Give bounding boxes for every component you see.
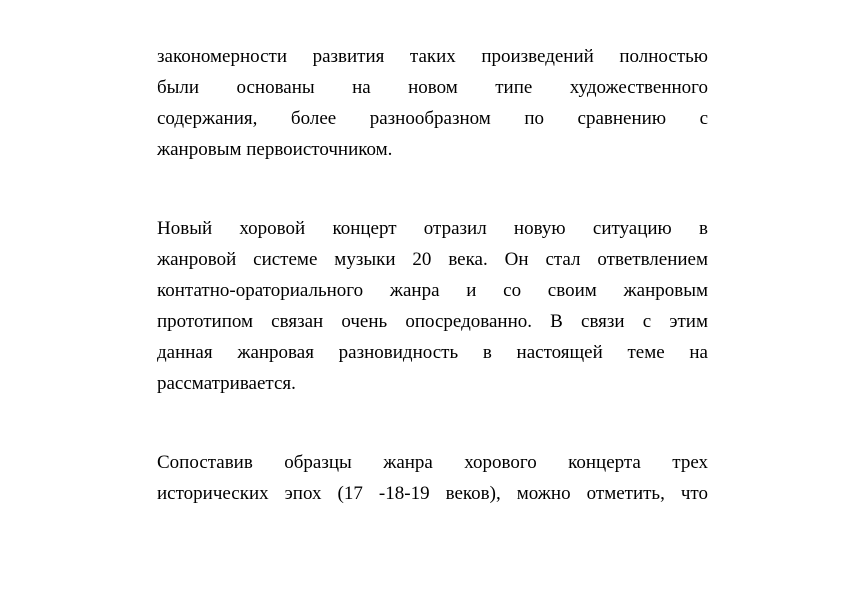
text-line: содержания, более разнообразном по сравнению с [157, 108, 708, 129]
text-line: жанровой системе музыки 20 века. Он стал ответвлением [157, 249, 708, 270]
text-line: прототипом связан очень опосредованно. В связи с этим [157, 311, 708, 332]
text-line: исторических эпох (17 -18-19 веков), можно отметить, что [157, 483, 708, 504]
text-line: Новый хоровой концерт отразил новую ситуацию в [157, 218, 708, 239]
text-line: данная жанровая разновидность в настоящей теме на [157, 342, 708, 363]
text-line: жанровым первоисточником. [157, 139, 393, 160]
text-line: контатно-ораториального жанра и со своим жанровым [157, 280, 708, 301]
text-line: были основаны на новом типе художественного [157, 77, 708, 98]
text-line: рассматривается. [157, 373, 296, 394]
text-line: закономерности развития таких произведений полностью [157, 46, 708, 67]
paragraph-1 [157, 41, 708, 165]
paragraph-2 [157, 213, 708, 399]
paragraph-3 [157, 447, 708, 509]
text-line: Сопоставив образцы жанра хорового концерта трех [157, 452, 708, 473]
